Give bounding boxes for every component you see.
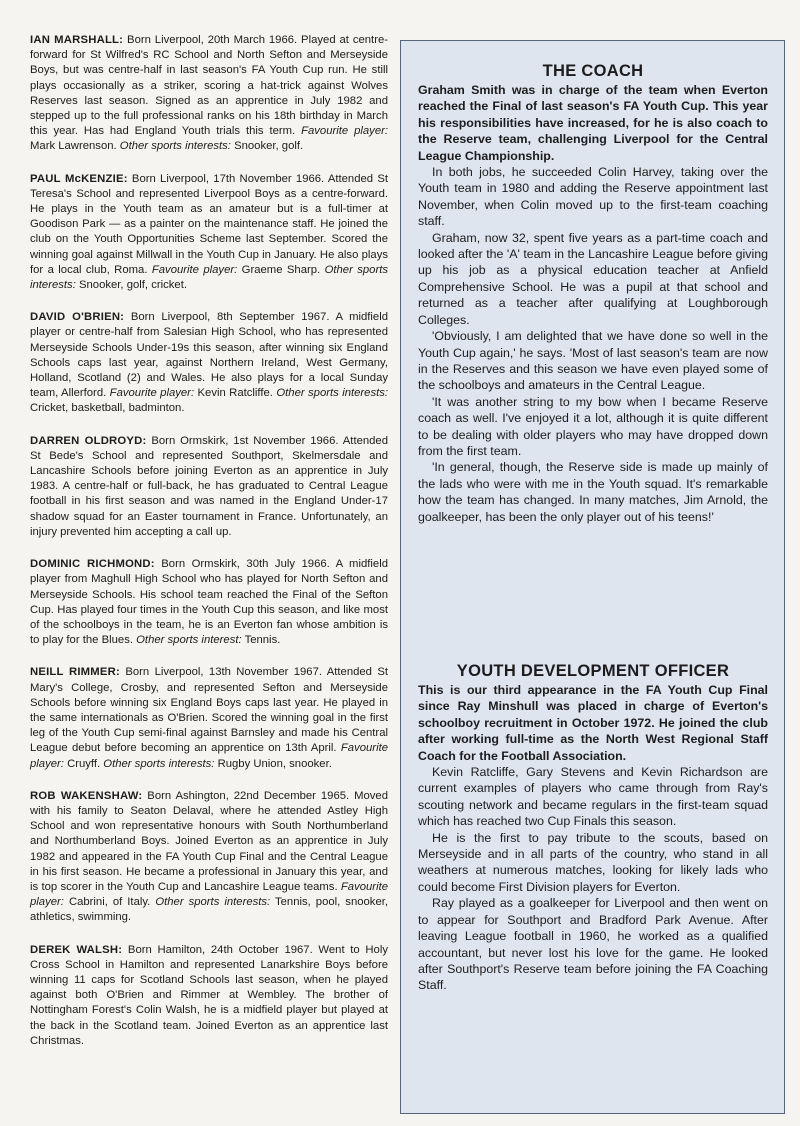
coach-paragraph: 'It was another string to my bow when I became Reserve coach as well. I've enjoyed it a lot, although it is quite different to be dealing with older players who may have dropped down from the first team. [418,394,768,458]
player-bio-walsh: DEREK WALSH: Born Hamilton, 24th October 1967. Went to Holy Cross School in Hamilton and represented Lanarkshire Boys before winning 11 caps for Scotland Schools last season, when he played against both O'Brien and Rimmer at Wembley. The brother of Nottingham Forest's Colin Walsh, he is a midfield player but played at the back in the Scotland team. Joined Everton as an apprentice last Christmas. [30,943,389,1047]
player-profiles [30,33,388,1066]
ydo-lead: This is our third appearance in the FA Youth Cup Final since Ray Minshull was placed in charge of Everton's schoolboy recruitment in October 1972. He joined the club after working full-time as the North West Regional Staff Coach for the Football Association. [418,683,768,763]
ydo-paragraph: Ray played as a goalkeeper for Liverpool and then went on to appear for Southport and Bradford Park Avenue. After leaving League football in 1960, he worked as a qualified accountant, but never lost his love for the game. He looked after Southport's Reserve team before joining the FA Coaching Staff. [418,896,768,993]
player-bio-mckenzie: PAUL McKENZIE: Born Liverpool, 17th November 1966. Attended St Teresa's School and represented Liverpool Boys as a centre-forward. He plays in the Youth team as an amateur but is a full-timer at Goodison Park — as a painter on the maintenance staff. He joined the club on the Youth Opportunities Scheme last September. Scored the winning goal against Millwall in the Youth Cup in January. He also plays for a local club, Roma. Favourite player: Graeme Sharp. Other sports interests: Snooker, golf, cricket. [30,172,388,292]
player-bio-wakenshaw: ROB WAKENSHAW: Born Ashington, 22nd December 1965. Moved with his family to Seaton Delaval, where he attended Astley High School and won representative honours with South Northumberland and Northumberland Boys. Joined Everton as an apprentice in July 1982 and appeared in the FA Youth Cup Final and the Central League in his first season. He became a professional in January this year, and is top scorer in the Youth Cup and Lancashire League teams. Favourite player: Cabrini, of Italy. Other sports interests: Tennis, pool, snooker, athletics, swimming. [30,789,389,924]
player-name: DEREK WALSH: [30,943,123,956]
player-name: DAVID O'BRIEN: [30,311,125,324]
coach-title: THE COACH [542,62,644,80]
coach-lead: Graham Smith was in charge of the team when Everton reached the Final of last season's FA Youth Cup. This year his responsibilities have increased, for he is also coach to the Reserve team, challenging Liverpool for the Central League Championship. [418,83,768,163]
player-name: ROB WAKENSHAW: [30,789,143,802]
player-bio-oldroyd: DARREN OLDROYD: Born Ormskirk, 1st November 1966. Attended St Bede's School and represented Southport, Skelmersdale and Lancashire Schools before joining Everton as an apprentice in July 1983. A centre-half or full-back, he has graduated to Central League football in his first season and was named in the England Under-17 shadow squad for an Easter tournament in France. Unfortunately, an injury prevented him accepting a call up. [30,434,388,538]
coach-paragraph: In both jobs, he succeeded Colin Harvey, taking over the Youth team in 1980 and adding the Reserve appointment last November, when Colin moved up to the first-team coaching staff. [418,165,768,229]
coach-paragraph: 'In general, though, the Reserve side is made up mainly of the lads who were with me in the Youth squad. It's remarkable how the team has changed. In many matches, Jim Arnold, the goalkeeper, has been the only player out of his teens!' [418,460,768,524]
player-name: DOMINIC RICHMOND: [30,558,155,571]
staff-panel [400,40,785,1114]
ydo-paragraph: He is the first to pay tribute to the scouts, based on Merseyside and in all parts of the country, who stand in all weathers at numerous matches, looking for likely lads who could become First Division players for Everton. [418,830,768,894]
coach-section [418,61,768,525]
player-bio-rimmer: NEILL RIMMER: Born Liverpool, 13th November 1967. Attended St Mary's College, Crosby, and represented Sefton and Merseyside Schools before winning six England Boys caps last year. He played in the same internationals as O'Brien. Scored the winning goal in the first leg of the Youth Cup semi-final against Barnsley and made his Central League debut before becoming an apprentice on 13th April. Favourite player: Cruyff. Other sports interests: Rugby Union, snooker. [30,666,388,770]
ydo-paragraph: Kevin Ratcliffe, Gary Stevens and Kevin Richardson are current examples of players who came through from Ray's scouting network and became regulars in the first-team squad which has reached two Cup Finals this season. [418,765,768,829]
player-bio-obrien: DAVID O'BRIEN: Born Liverpool, 8th September 1967. A midfield player or centre-half from Salesian High School, who has represented Merseyside Schools Under-19s this season, after winning six England Schools caps last year, against Northern Ireland, West Germany, Holland, Scotland (2) and Wales. He also plays for a local Sunday team, Allerford. Favourite player: Kevin Ratcliffe. Other sports interests: Cricket, basketball, badminton. [30,311,389,415]
player-name: DARREN OLDROYD: [30,434,147,447]
ydo-title: YOUTH DEVELOPMENT OFFICER [456,662,730,680]
player-bio-richmond: DOMINIC RICHMOND: Born Ormskirk, 30th July 1966. A midfield player from Maghull High School who has played for North Sefton and Merseyside Schools. His school team reached the Final of the Sefton Cup. Has played four times in the Youth Cup this season, and like most of the schoolboys in the team, he is an Everton fan whose ambition is to play for the Blues. Other sports interest: Tennis. [30,558,388,647]
player-name: NEILL RIMMER: [30,666,120,679]
youth-development-section [418,661,768,994]
coach-paragraph: Graham, now 32, spent five years as a part-time coach and looked after the 'A' team in the Lancashire League before giving up his job as a physical education teacher at Anfield Comprehensive School. He was a pupil at that school and returned as a teacher after qualifying at Loughborough Colleges. [418,230,768,327]
coach-paragraph: 'Obviously, I am delighted that we have done so well in the Youth Cup again,' he says. 'Most of last season's team are now in the Reserves and this season we have even played some of the schoolboys and amateurs in the Central League. [418,329,768,393]
player-name: IAN MARSHALL: [30,34,124,46]
player-bio-marshall: IAN MARSHALL: Born Liverpool, 20th March 1966. Played at centre-forward for St Wilfred's RC School and North Sefton and Merseyside Boys, but was centre-half in last season's FA Youth Cup run. He still plays occasionally as a striker, scoring a hat-trick against Wolves Reserves last season. Signed as an apprentice in July 1982 and stepped up to the full professional ranks on his 18th birthday in March this year. Has had England Youth trials this term. Favourite player: Mark Lawrenson. Other sports interests: Snooker, golf. [30,34,388,153]
player-name: PAUL McKENZIE: [30,172,128,185]
